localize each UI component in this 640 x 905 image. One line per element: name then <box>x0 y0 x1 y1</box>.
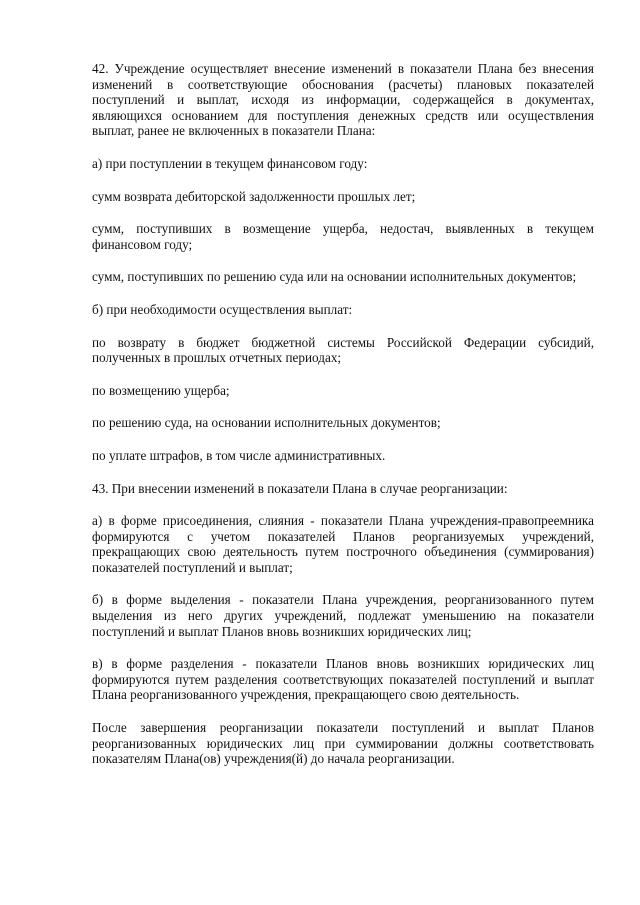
document-body <box>92 61 594 784</box>
paragraph-damage-compensation: сумм, поступивших в возмещение ущерба, недостач, выявленных в текущем финансовом году; <box>92 221 594 252</box>
paragraph-a-receipts: а) при поступлении в текущем финансовом году: <box>92 155 368 171</box>
paragraph-a-merger: а) в форме присоединения, слияния - показатели Плана учреждения-правопреемника формируются с учетом показателей Планов реорганизуемых учреждений, прекращающих свою деятельность путем построчного объединения (суммирования) показателей поступлений и выплат; <box>92 513 594 575</box>
paragraph-b-spin-off: б) в форме выделения - показатели Плана учреждения, реорганизованного путем выделения из него других учреждений, подлежат уменьшению на показатели поступлений и выплат Планов вновь возникших юридических лиц; <box>92 592 594 639</box>
paragraph-42-intro: 42. Учреждение осуществляет внесение изменений в показатели Плана без внесения изменений в соответствующие обоснования (расчеты) плановых показателей поступлений и выплат, исходя из информации, содержащейся в документах, являющихся основанием для поступления денежных средств или осуществления выплат, ранее не включенных в показатели Плана: <box>92 61 594 139</box>
paragraph-subsidy-return: по возврату в бюджет бюджетной системы Российской Федерации субсидий, полученных в прошлых отчетных периодах; <box>92 334 594 366</box>
paragraph-fines: по уплате штрафов, в том числе административных. <box>92 447 386 463</box>
paragraph-court-decision: сумм, поступивших по решению суда или на основании исполнительных документов; <box>92 269 577 285</box>
paragraph-receivables-return: сумм возврата дебиторской задолженности прошлых лет; <box>92 188 416 204</box>
paragraph-damage-reimbursement: по возмещению ущерба; <box>92 382 230 398</box>
paragraph-court-execution: по решению суда, на основании исполнительных документов; <box>92 415 441 431</box>
paragraph-c-division: в) в форме разделения - показатели Планов вновь возникших юридических лиц формируются путем разделения соответствующих показателей поступлений и выплат Плана реорганизованного учреждения, прекращающего свою деятельность. <box>92 656 594 703</box>
paragraph-43-reorganization: 43. При внесении изменений в показатели Плана в случае реорганизации: <box>92 480 508 496</box>
paragraph-b-payments: б) при необходимости осуществления выплат: <box>92 301 353 317</box>
paragraph-after-reorganization: После завершения реорганизации показатели поступлений и выплат Планов реорганизованных юридических лиц при суммировании должны соответствовать показателям Плана(ов) учреждения(й) до начала реорганизации. <box>92 720 594 767</box>
